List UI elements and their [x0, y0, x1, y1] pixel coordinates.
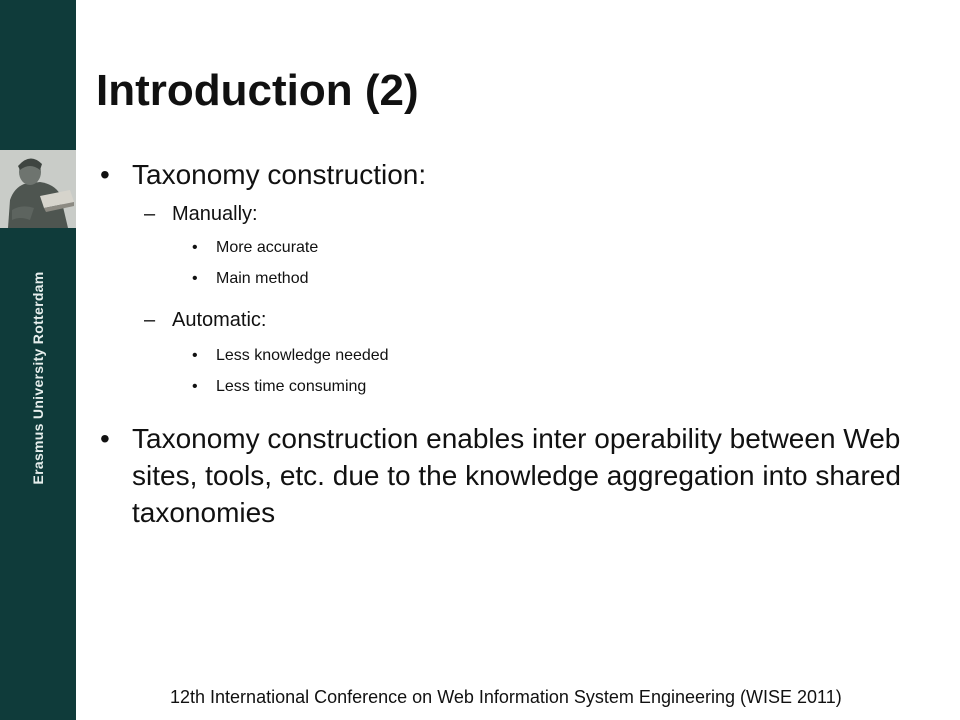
university-name: Erasmus University Rotterdam	[30, 271, 46, 485]
bullet-marker: •	[192, 239, 198, 256]
sub-sub-bullet-item	[98, 376, 918, 398]
bullet-text: Taxonomy construction:	[132, 159, 427, 190]
sub-sub-bullet-text: Less time consuming	[216, 378, 367, 395]
slide-content	[98, 152, 918, 531]
slide-title: Introduction (2)	[96, 66, 419, 115]
bullet-item	[98, 420, 918, 531]
sub-sub-bullet-item	[98, 268, 918, 290]
bullet-marker: •	[100, 423, 110, 454]
sub-bullet-item	[98, 306, 918, 334]
sub-sub-bullet-text: Less knowledge needed	[216, 347, 389, 364]
sub-sub-bullet-text: Main method	[216, 270, 309, 287]
sub-bullet-item	[98, 200, 918, 228]
bullet-marker: •	[192, 347, 198, 364]
dash-marker: –	[144, 203, 156, 225]
bullet-item	[98, 156, 918, 193]
bullet-marker: •	[100, 159, 110, 190]
sub-sub-bullet-item	[98, 237, 918, 259]
erasmus-statue-image	[0, 150, 76, 228]
sub-sub-bullet-item	[98, 345, 918, 367]
sub-sub-bullet-text: More accurate	[216, 239, 319, 256]
bullet-marker: •	[192, 378, 198, 395]
sub-bullet-text: Automatic:	[172, 309, 267, 331]
bullet-marker: •	[192, 270, 198, 287]
dash-marker: –	[144, 309, 156, 331]
sidebar	[0, 0, 76, 720]
bullet-text: Taxonomy construction enables inter operability between Web sites, tools, etc. due to the knowledge aggregation into shared taxonomies	[132, 423, 901, 528]
sub-bullet-text: Manually:	[172, 203, 258, 225]
footer-conference: 12th International Conference on Web Information System Engineering (WISE 2011)	[170, 687, 842, 707]
